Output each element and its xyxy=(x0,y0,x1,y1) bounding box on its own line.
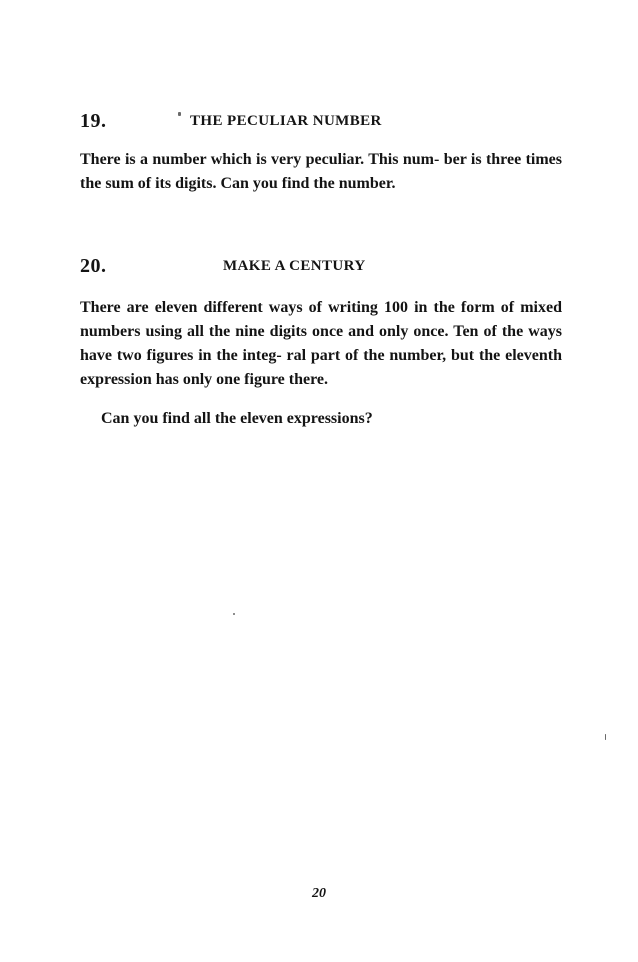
print-speck xyxy=(605,734,606,740)
page-number: 20 xyxy=(312,886,326,901)
problem-number: 19. xyxy=(80,110,107,132)
problem-question: Can you find all the eleven expressions? xyxy=(101,410,373,427)
problem-text: There are eleven different ways of writing 100 in the form of mixed numbers using all the nine digits once and only once. Ten of the ways have two figures in the integ- ral part of the number, but the eleventh expression has only one figure there. xyxy=(80,299,562,388)
problem-19 xyxy=(80,110,562,196)
problem-heading xyxy=(80,255,562,281)
problem-number: 20. xyxy=(80,255,107,277)
problem-title: MAKE A CENTURY xyxy=(223,258,366,274)
print-speck xyxy=(178,112,181,116)
print-speck xyxy=(233,613,235,615)
problem-text: There is a number which is very peculiar. This num- ber is three times the sum of its digits. Can you find the number. xyxy=(80,151,562,192)
problem-20 xyxy=(80,255,562,431)
problem-heading xyxy=(80,110,562,136)
problem-title: THE PECULIAR NUMBER xyxy=(190,113,382,129)
